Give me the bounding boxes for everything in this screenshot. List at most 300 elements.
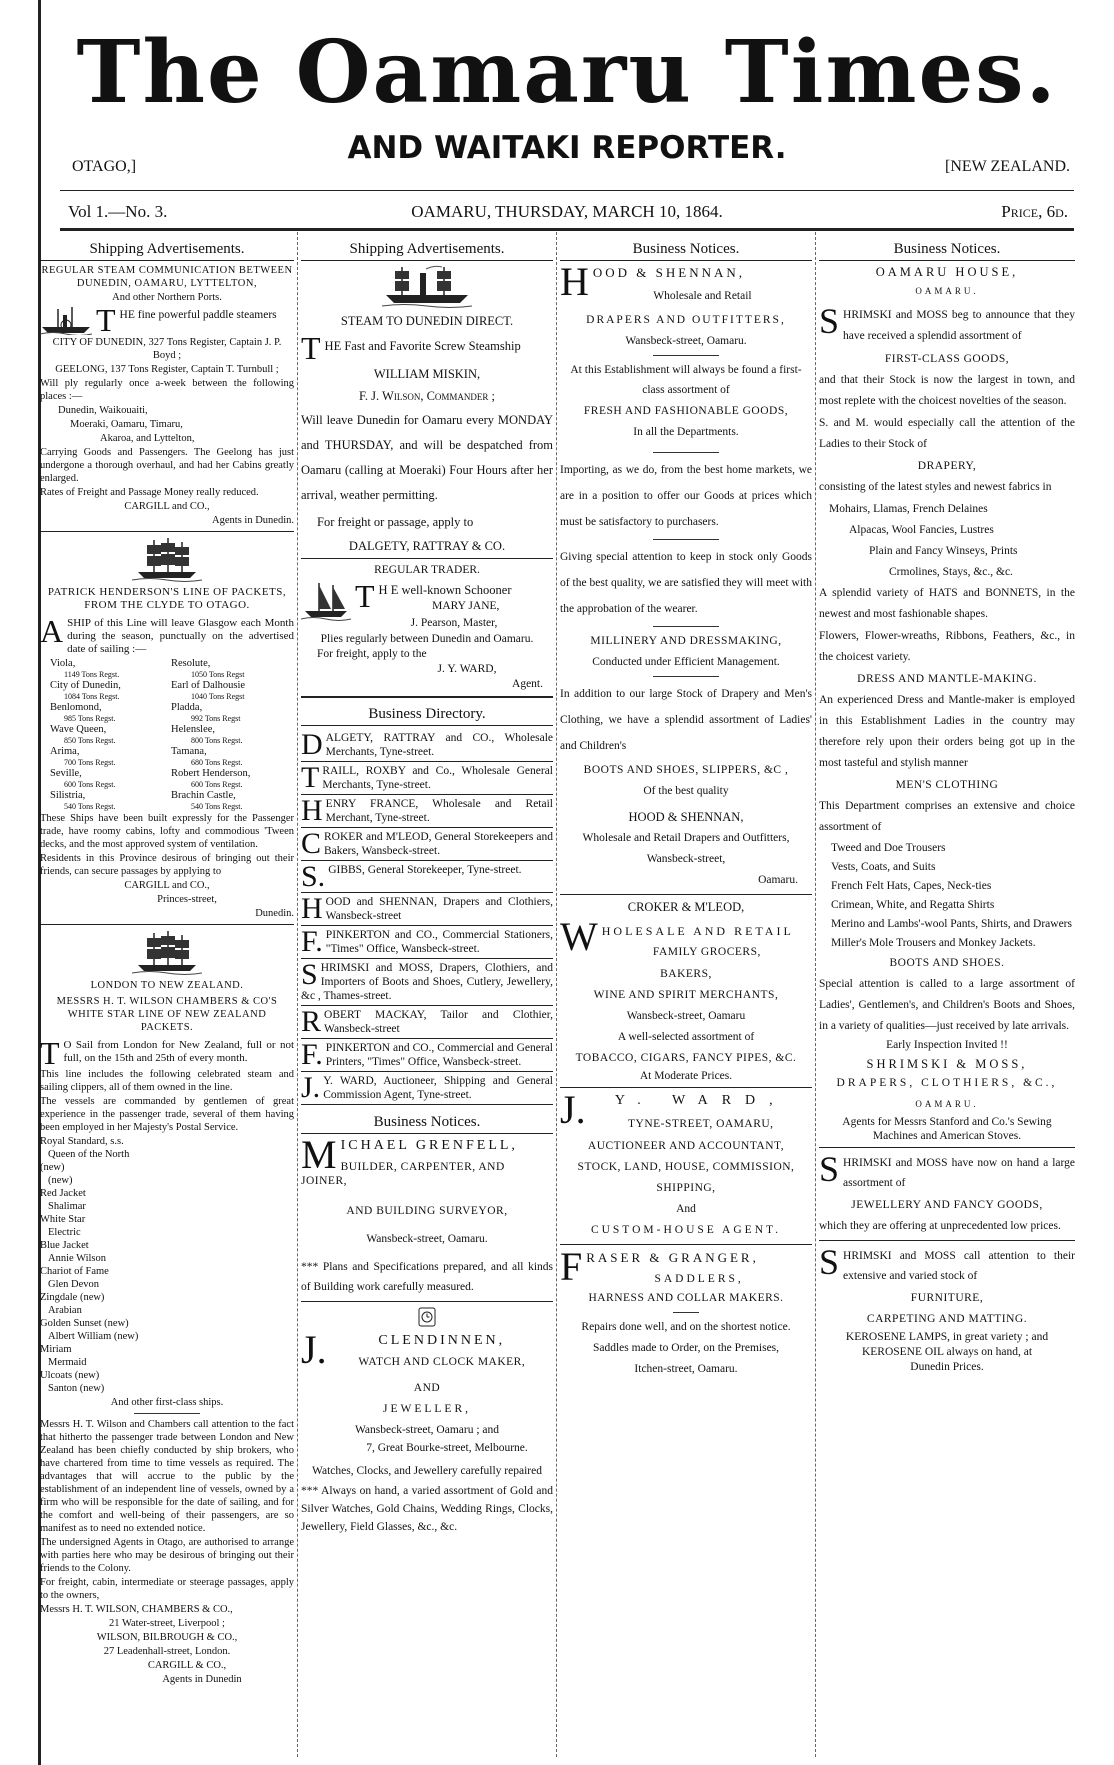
advert-body: These Ships have been built expressly for the Passenger trade, have roomy cabins, lofty and commodious 'Tween decks, and the most approved system of ventilation. (40, 813, 294, 850)
ship-master: J. Pearson, Master, (410, 617, 498, 629)
drop-cap: H (301, 893, 323, 925)
advert-signature: WILSON, BILBROUGH & CO., (96, 1632, 238, 1643)
ship-name: Queen of the North (48, 1149, 130, 1160)
advert-body: For freight, cabin, intermediate or steerage passages, apply to the owners, (40, 1577, 294, 1601)
sailing-ship-icon (132, 929, 202, 975)
column-divider (297, 232, 299, 1757)
ship-name: Arima, (50, 746, 80, 757)
advert-body: *** Always on hand, a varied assortment of Gold and Silver Watches, Gold Chains, Wedding Rings, Clocks, Jewellery, Field Glasses, &c., &c. (301, 1485, 553, 1533)
directory-text: GIBBS, General Storekeeper, Tyne-street. (328, 864, 522, 876)
ship-name: Chariot of Fame (40, 1266, 109, 1277)
advert-body: Messrs H. T. Wilson and Chambers call attention to the fact that hitherto the passenger trade between London and New Zealand has been chiefly conducted by ship brokers, who have chartered from time to time vessels as required. The advantages that will accrue to the public by the establishment of an independent line of vessels, owned by a firm who will be responsible for the date of sailing, and for the comfort and well-being of their passengers, are so manifest as to need no extended notice. (40, 1419, 294, 1534)
ship-name: Annie Wilson (48, 1253, 107, 1264)
ship-name: Golden Sunset (new) (40, 1318, 129, 1329)
ship-name: WILLIAM MISKIN, (373, 367, 481, 381)
business-line: CUSTOM-HOUSE AGENT. (590, 1224, 782, 1236)
ship-name: Ulcoats (new) (40, 1370, 100, 1381)
advert-shrimski-jewellery (819, 1152, 1075, 1236)
drop-cap: R (301, 1006, 322, 1038)
clothing-item: Merino and Lambs'-wool Pants, Shirts, and Drawers (831, 918, 1072, 930)
column-shipping-1 (40, 238, 294, 1750)
directory-entry (301, 795, 553, 828)
drop-cap: J. (560, 1092, 586, 1132)
ship-name: Albert William (new) (48, 1331, 139, 1342)
advert-body: Plies regularly between Dunedin and Oamaru. (320, 633, 534, 645)
advert-henderson-packets (40, 536, 294, 920)
business-line: HARNESS AND COLLAR MAKERS. (588, 1292, 784, 1304)
column-heading: Business Notices. (301, 1111, 553, 1134)
advert-body: Agents for Messrs Stanford and Co.'s Sewing Machines and American Stoves. (842, 1116, 1052, 1142)
drop-cap: S (819, 1245, 840, 1282)
advert-white-star-line (40, 929, 294, 1686)
advert-subheading: MILLINERY AND DRESSMAKING, (590, 635, 782, 647)
directory-text: Y. WARD, Auctioneer, Shipping and General Commission Agent, Tyne-street. (323, 1075, 553, 1101)
business-line: Wholesale and Retail (653, 290, 752, 302)
ship-name: Zingdale (new) (40, 1292, 105, 1303)
drop-cap: H (301, 795, 323, 827)
ship-tonnage: 992 Tons Regst (191, 714, 241, 723)
ship-tonnage: 850 Tons Regst. (64, 736, 116, 745)
advert-subheading: DRESS AND MANTLE-MAKING. (857, 673, 1037, 685)
advert-body: Will leave Dunedin for Oamaru every MONDAY and THURSDAY, and will be despatched from Oamaru (calling at Moeraki) Four Hours after her arrival, weather permitting. (301, 413, 553, 502)
ship-commander: F. J. Wilson, Commander ; (358, 389, 496, 403)
advert-apply: For freight, apply to the (317, 648, 427, 660)
advert-shrimski-furniture (819, 1245, 1075, 1374)
advert-body: Giving special attention to keep in stock only Goods of the best quality, we are satisfied they will meet with the approbation of the wearer. (560, 551, 812, 615)
ship-entry (167, 767, 294, 789)
advert-body: KEROSENE OIL always on hand, at (861, 1346, 1033, 1358)
business-town: OAMARU. (915, 286, 979, 296)
advert-body: Rates of Freight and Passage Money really reduced. (40, 487, 259, 498)
ship-tonnage: 600 Tons Regst. (64, 780, 116, 789)
directory-entry (301, 1072, 553, 1105)
directory-entry (301, 828, 553, 861)
fabric-item: Mohairs, Llamas, French Delaines (829, 503, 988, 515)
ship-name: Robert Henderson, (171, 768, 251, 779)
business-name: ICHAEL GRENFELL, (340, 1138, 518, 1153)
divider (819, 1240, 1075, 1241)
business-address: 7, Great Bourke-street, Melbourne. (366, 1442, 528, 1454)
advert-body: consisting of the latest styles and newest fabrics in (819, 481, 1052, 493)
business-address: Wansbeck-street, Oamaru. (625, 335, 747, 347)
drop-cap: F. (301, 1039, 323, 1071)
advert-intro: HE Fast and Favorite Screw Steamship (324, 339, 521, 353)
advert-signature: Wansbeck-street, (646, 853, 726, 865)
ship-tonnage: 800 Tons Regst. (191, 736, 243, 745)
advert-signature: Agents in Dunedin (162, 1674, 242, 1685)
drop-cap: T (96, 305, 116, 335)
dateline (60, 198, 1074, 228)
advert-signature: CARGILL & CO., (147, 1660, 227, 1671)
sailing-ship-icon (132, 536, 202, 582)
drop-cap: T (355, 581, 375, 614)
business-address: Wansbeck-street, Oamaru. (366, 1233, 488, 1245)
ship-entry (167, 679, 294, 701)
advert-fraser-granger (560, 1249, 812, 1379)
ship-tonnage: 1050 Tons Regst (191, 670, 245, 679)
drop-cap: H (560, 264, 589, 304)
divider (560, 894, 812, 895)
ship-entry (40, 679, 167, 701)
advert-body: S. and M. would especially call the attention of the Ladies to their Stock of (819, 417, 1075, 450)
advert-signature: Agent. (512, 678, 543, 690)
ship-name: Shalimar (48, 1201, 86, 1212)
ship-name: Tamana, (171, 746, 207, 757)
drop-cap: T (301, 762, 320, 794)
drop-cap: S (301, 959, 318, 991)
directory-entry (301, 762, 553, 795)
divider (560, 1244, 812, 1245)
advert-body: Dunedin Prices. (910, 1361, 984, 1373)
directory-entry (301, 893, 553, 926)
ship-name: Santon (new) (48, 1383, 105, 1394)
directory-text: RAILL, ROXBY and Co., Wholesale General Merchants, Tyne-street. (322, 765, 553, 791)
drop-cap: F (560, 1249, 583, 1287)
advert-signature: CARGILL and CO., (124, 501, 210, 512)
ship-tonnage: 540 Tons Regst. (64, 802, 116, 811)
advert-body: A well-selected assortment of (617, 1031, 755, 1043)
advert-body: This line includes the following celebrated steam and sailing clippers, all of them owned in the line. (40, 1069, 294, 1093)
business-line: AUCTIONEER AND ACCOUNTANT, (587, 1140, 785, 1152)
advert-ward (560, 1092, 812, 1240)
advert-shrimski-moss (819, 264, 1075, 1143)
advert-body: Flowers, Flower-wreaths, Ribbons, Feathers, &c., in the choicest variety. (819, 630, 1075, 663)
business-directory (301, 729, 553, 1105)
drop-cap: J. (301, 1332, 327, 1370)
advert-intro: HRIMSKI and MOSS call attention to their extensive and varied stock of (843, 1250, 1075, 1282)
advert-signature: HOOD & SHENNAN, (628, 810, 744, 824)
clothing-item: French Felt Hats, Capes, Neck-ties (831, 880, 992, 892)
business-address: Wansbeck-street, Oamaru ; and (354, 1424, 500, 1436)
advert-body: A splendid variety of HATS and BONNETS, in the newest and most fashionable shapes. (819, 587, 1075, 620)
ship-entry (40, 789, 167, 811)
business-trade: AND BUILDING SURVEYOR, (346, 1205, 508, 1217)
ship-name: (new) (40, 1162, 65, 1173)
business-name: CROKER & M'LEOD, (627, 900, 745, 914)
ship-name: Seville, (50, 768, 82, 779)
advert-body: Early Inspection Invited !! (886, 1039, 1008, 1051)
masthead-left-place: OTAGO,] (72, 158, 137, 175)
drop-cap: T (301, 333, 321, 362)
advert-body: TOBACCO, CIGARS, FANCY PIPES, &C. (575, 1052, 797, 1064)
ship-list (40, 1135, 294, 1395)
business-name: Y. WARD, (614, 1093, 787, 1108)
divider (653, 626, 719, 627)
masthead (60, 18, 1074, 193)
advert-signature: Messrs H. T. WILSON, CHAMBERS & CO., (40, 1604, 233, 1615)
schooner-icon (301, 581, 351, 621)
ship-tonnage: 1084 Tons Regst. (64, 692, 120, 701)
ship-entry (40, 745, 167, 767)
column-heading: Business Notices. (560, 238, 812, 261)
ship-name: Miriam (40, 1344, 72, 1355)
advert-signature: SHRIMSKI & MOSS, (866, 1057, 1028, 1071)
advert-subheading: CARPETING AND MATTING. (866, 1313, 1028, 1325)
clothing-item: Miller's Mole Trousers and Monkey Jackets. (831, 937, 1036, 949)
ship-entry (40, 657, 167, 679)
ship-name: Helenslee, (171, 724, 216, 735)
advert-grenfell (301, 1137, 553, 1297)
advert-signature: Oamaru. (758, 874, 798, 886)
business-line: HOLESALE AND RETAIL (601, 924, 794, 938)
advert-steam-communication (40, 264, 294, 527)
advert-body: KEROSENE LAMPS, in great variety ; and (845, 1331, 1049, 1343)
advert-body: Residents in this Province desirous of bringing out their friends, can secure passages by applying to (40, 853, 294, 877)
advert-heading: PATRICK HENDERSON'S LINE OF PACKETS, FROM THE CLYDE TO OTAGO. (47, 586, 287, 611)
directory-entry (301, 959, 553, 1006)
ship-tonnage: 680 Tons Regst. (191, 758, 243, 767)
ship-name: Electric (48, 1227, 81, 1238)
advert-body: Carrying Goods and Passengers. The Geelong has just undergone a thorough overhaul, and had her Cabins greatly enlarged. (40, 447, 294, 484)
advert-subheading: FURNITURE, (910, 1292, 984, 1304)
issue-date: OAMARU, THURSDAY, MARCH 10, 1864. (411, 202, 723, 221)
advert-body: In all the Departments. (633, 426, 739, 438)
place-list: Dunedin, Waikouaiti, (58, 405, 148, 416)
advert-heading: REGULAR STEAM COMMUNICATION BETWEEN DUNEDIN, OAMARU, LYTTELTON, (41, 265, 293, 289)
clothing-item: Vests, Coats, and Suits (831, 861, 936, 873)
advert-body: Repairs done well, and on the shortest notice. (581, 1321, 791, 1333)
divider (819, 1147, 1075, 1148)
clock-icon (416, 1306, 438, 1328)
ship-entry (167, 789, 294, 811)
business-name: RASER & GRANGER, (586, 1250, 759, 1265)
advert-signature: OAMARU. (915, 1099, 979, 1109)
divider (560, 1087, 812, 1088)
directory-text: OBERT MACKAY, Tailor and Clothier, Wansbeck-street (324, 1009, 553, 1035)
business-line: STOCK, LAND, HOUSE, COMMISSION, (577, 1161, 795, 1173)
ship-name: Pladda, (171, 702, 203, 713)
clothing-item: Crimean, White, and Regatta Shirts (831, 899, 995, 911)
advert-body: And other first-class ships. (110, 1397, 224, 1408)
directory-text: PINKERTON and CO., Commercial and General Printers, "Times" Office, Wansbeck-street. (325, 1042, 553, 1068)
ship-tonnage: 540 Tons Regst. (191, 802, 243, 811)
clothing-item: Tweed and Doe Trousers (831, 842, 946, 854)
ship-entry (167, 745, 294, 767)
business-name: OOD & SHENNAN, (592, 265, 746, 280)
advert-body: At this Establishment will always be found a first-class assortment of (570, 364, 802, 396)
advert-mary-jane (301, 563, 553, 691)
advert-signature: Princes-street, (157, 894, 217, 905)
advert-subheading: And other Northern Ports. (112, 292, 222, 303)
advert-heading: LONDON TO NEW ZEALAND. (90, 980, 244, 991)
divider (40, 531, 294, 532)
advert-intro: O Sail from London for New Zealand, full or not full, on the 15th and 25th of every month. (63, 1039, 294, 1064)
drop-cap: C (301, 828, 322, 860)
ship-entry (40, 723, 167, 745)
advert-body: which they are offering at unprecedented low prices. (819, 1220, 1061, 1232)
advert-note: Watches, Clocks, and Jewellery carefully repaired (312, 1465, 542, 1477)
ship-name: Royal Standard, s.s. (40, 1136, 124, 1147)
advert-body: This Department comprises an extensive and choice assortment of (819, 800, 1075, 833)
advert-body: Itchen-street, Oamaru. (634, 1363, 738, 1375)
directory-text: ENRY FRANCE, Wholesale and Retail Merchant, Tyne-street. (325, 798, 553, 824)
ship-name: Viola, (50, 658, 76, 669)
advert-croker-mcleod (560, 899, 812, 1083)
column-heading: Business Notices. (819, 238, 1075, 261)
business-line: WINE AND SPIRIT MERCHANTS, (593, 989, 779, 1001)
divider (301, 558, 553, 559)
advert-body: Special attention is called to a large assortment of Ladies', Gentlemen's, and Children's Boots and Shoes, in a variety of qualities—just received by late arrivals. (819, 978, 1075, 1032)
advert-body: Conducted under Efficient Management. (592, 656, 780, 668)
advert-note: *** Plans and Specifications prepared, and all kinds of Building work carefully measured. (301, 1261, 553, 1293)
advert-subheading: JEWELLERY AND FANCY GOODS, (851, 1199, 1043, 1211)
ship-tonnage: 700 Tons Regst. (64, 758, 116, 767)
volume-number: Vol 1.—No. 3. (68, 202, 168, 221)
advert-signature: CARGILL and CO., (124, 880, 210, 891)
column-divider (556, 232, 558, 1757)
business-trade: AND (413, 1382, 441, 1394)
ship-tonnage: 985 Tons Regst. (64, 714, 116, 723)
ship-entry (167, 723, 294, 745)
advert-subheading: BOOTS AND SHOES. (889, 957, 1005, 969)
drop-cap: F. (301, 926, 323, 958)
directory-text: HRIMSKI and MOSS, Drapers, Clothiers, and Importers of Boots and Shoes, Cutlery, Jewellery, &c , Thames-street. (301, 962, 553, 1002)
ship-name: MARY JANE, (432, 600, 500, 612)
directory-text: OOD and SHENNAN, Drapers and Clothiers, Wansbeck-street (325, 896, 553, 922)
ship-tonnage: 600 Tons Regst. (191, 780, 243, 789)
drop-cap: W (560, 919, 598, 959)
issue-price: Price, 6d. (1001, 202, 1068, 221)
advert-signature: 21 Water-street, Liverpool ; (109, 1618, 225, 1629)
directory-entry (301, 926, 553, 959)
business-line: BAKERS, (660, 968, 712, 980)
column-shipping-2 (301, 238, 553, 1750)
directory-text: ROKER and M'LEOD, General Storekeepers and Bakers, Wansbeck-street. (324, 831, 553, 857)
place-list: Akaroa, and Lyttelton, (100, 433, 195, 444)
drop-cap: D (301, 729, 323, 761)
masthead-right-place: [NEW ZEALAND. (944, 158, 1070, 175)
directory-entry (301, 1039, 553, 1072)
business-line: FAMILY GROCERS, (652, 946, 761, 958)
business-line: SHIPPING, (656, 1182, 716, 1194)
ship-entry (40, 767, 167, 789)
fabric-item: Plain and Fancy Winseys, Prints (869, 545, 1018, 557)
dateline-rule (60, 228, 1074, 231)
advert-heading: REGULAR TRADER. (374, 564, 480, 576)
advert-subheading: FIRST-CLASS GOODS, (884, 353, 1010, 365)
business-name: OAMARU HOUSE, (875, 265, 1019, 279)
divider (40, 924, 294, 925)
column-business-1 (560, 238, 812, 1750)
advert-body: and that their Stock is now the largest in town, and most replete with the choicest novelties of the season. (819, 374, 1075, 407)
drop-cap: M (301, 1137, 337, 1177)
masthead-subtitle: AND WAITAKI REPORTER. (347, 130, 787, 166)
business-address: TYNE-STREET, OAMARU, (628, 1118, 774, 1130)
directory-entry (301, 1006, 553, 1039)
advert-clendinnen (301, 1306, 553, 1536)
ship-name: Resolute, (171, 658, 211, 669)
divider (301, 696, 553, 698)
advert-intro: SHIP of this Line will leave Glasgow each Month during the season, punctually on the advertised date of sailing :— (67, 617, 294, 655)
advert-heading: STEAM TO DUNEDIN DIRECT. (340, 314, 514, 328)
advert-signature: Dunedin. (255, 908, 294, 919)
drop-cap: T (40, 1038, 60, 1067)
business-trade: BUILDER, CARPENTER, AND JOINER, (301, 1161, 505, 1187)
advert-intro: HE fine powerful paddle steamers (119, 309, 277, 321)
ship-name: (new) (48, 1175, 73, 1186)
ship-name: Brachin Castle, (171, 790, 236, 801)
column-divider (815, 232, 817, 1757)
divider (653, 676, 719, 677)
advert-signature: 27 Leadenhall-street, London. (103, 1646, 231, 1657)
advert-body: At Moderate Prices. (639, 1070, 733, 1082)
divider (673, 1312, 698, 1313)
directory-entry (301, 861, 553, 893)
ship-tonnage: 1040 Tons Regst (191, 692, 245, 701)
ship-entry: CITY OF DUNEDIN, 327 Tons Register, Captain J. P. Boyd ; (52, 337, 282, 361)
column-heading: Shipping Advertisements. (301, 238, 553, 261)
ship-entry (40, 701, 167, 723)
advert-signature: DRAPERS, CLOTHIERS, &C., (836, 1077, 1058, 1089)
advert-body: BOOTS AND SHOES, SLIPPERS, &C , (583, 764, 789, 776)
divider (301, 1301, 553, 1302)
business-trade: WATCH AND CLOCK MAKER, (358, 1356, 526, 1368)
column-business-2 (819, 238, 1075, 1750)
ship-name: Blue Jacket (40, 1240, 89, 1251)
ship-name: Mermaid (48, 1357, 87, 1368)
column-heading: Shipping Advertisements. (40, 238, 294, 261)
ship-name: Red Jacket (40, 1188, 86, 1199)
ship-list (40, 657, 294, 811)
drop-cap: S (819, 1152, 840, 1189)
place-list: Moeraki, Oamaru, Timaru, (70, 419, 183, 430)
drop-cap: J. (301, 1072, 321, 1104)
advert-intro: HRIMSKI and MOSS beg to announce that they have received a splendid assortment of (843, 309, 1075, 342)
advert-intro: H E well-known Schooner (378, 583, 512, 597)
fabric-item: Alpacas, Wool Fancies, Lustres (849, 524, 994, 536)
advert-signature: Wholesale and Retail Drapers and Outfitters, (582, 832, 790, 844)
ship-tonnage: 1149 Tons Regst. (64, 670, 120, 679)
column-heading: Business Directory. (301, 703, 553, 726)
business-name: CLENDINNEN, (378, 1333, 506, 1348)
advert-hood-shennan (560, 264, 812, 890)
directory-text: PINKERTON and CO., Commercial Stationers, "Times" Office, Wansbeck-street. (325, 929, 553, 955)
advert-apply: For freight or passage, apply to (317, 515, 474, 529)
advert-body: An experienced Dress and Mantle-maker is employed in this Establishment Ladies in the country may therefore rely upon their orders being got up in the most tasteful and stylish manner (819, 694, 1075, 769)
drop-cap: A (40, 616, 64, 649)
ship-name: Silistria, (50, 790, 86, 801)
business-line: And (676, 1203, 696, 1215)
ship-name: White Star (40, 1214, 86, 1225)
advert-subheading: DRAPERY, (917, 460, 977, 472)
advert-body: The undersigned Agents in Otago, are authorised to arrange with parties here who may be desirous of bringing out their friends to the Colony. (40, 1537, 294, 1574)
ship-name: Earl of Dalhousie (171, 680, 246, 691)
directory-text: ALGETY, RATTRAY and CO., Wholesale Merchants, Tyne-street. (325, 732, 553, 758)
advert-signature: J. Y. WARD, (437, 663, 497, 675)
business-address: Wansbeck-street, Oamaru (626, 1010, 746, 1022)
advert-intro: HRIMSKI and MOSS have now on hand a large assortment of (843, 1157, 1075, 1189)
paddle-steamer-icon (40, 305, 92, 335)
directory-entry (301, 729, 553, 762)
ship-entry (167, 657, 294, 679)
advert-subheading: MEN'S CLOTHING (895, 779, 999, 791)
drop-cap: S (819, 304, 840, 341)
ship-name: Glen Devon (48, 1279, 100, 1290)
drop-cap: S. (301, 861, 326, 893)
ship-name: Arabian (48, 1305, 82, 1316)
business-line: DRAPERS AND OUTFITTERS, (586, 314, 786, 326)
advert-signature: Agents in Dunedin. (212, 515, 294, 526)
ship-name: City of Dunedin, (50, 680, 121, 691)
divider (134, 1413, 200, 1414)
advert-william-miskin (301, 313, 553, 554)
advert-body: The vessels are commanded by gentlemen of great experience in the passenger trade, several of them having been employed in her Majesty's Postal Service. (40, 1096, 294, 1133)
ship-entry (167, 701, 294, 723)
advert-signature: DALGETY, RATTRAY & CO. (348, 539, 506, 553)
steamship-icon (382, 265, 472, 309)
masthead-title: The Oamaru Times. (76, 22, 1058, 123)
business-line: SADDLERS, (654, 1273, 744, 1285)
